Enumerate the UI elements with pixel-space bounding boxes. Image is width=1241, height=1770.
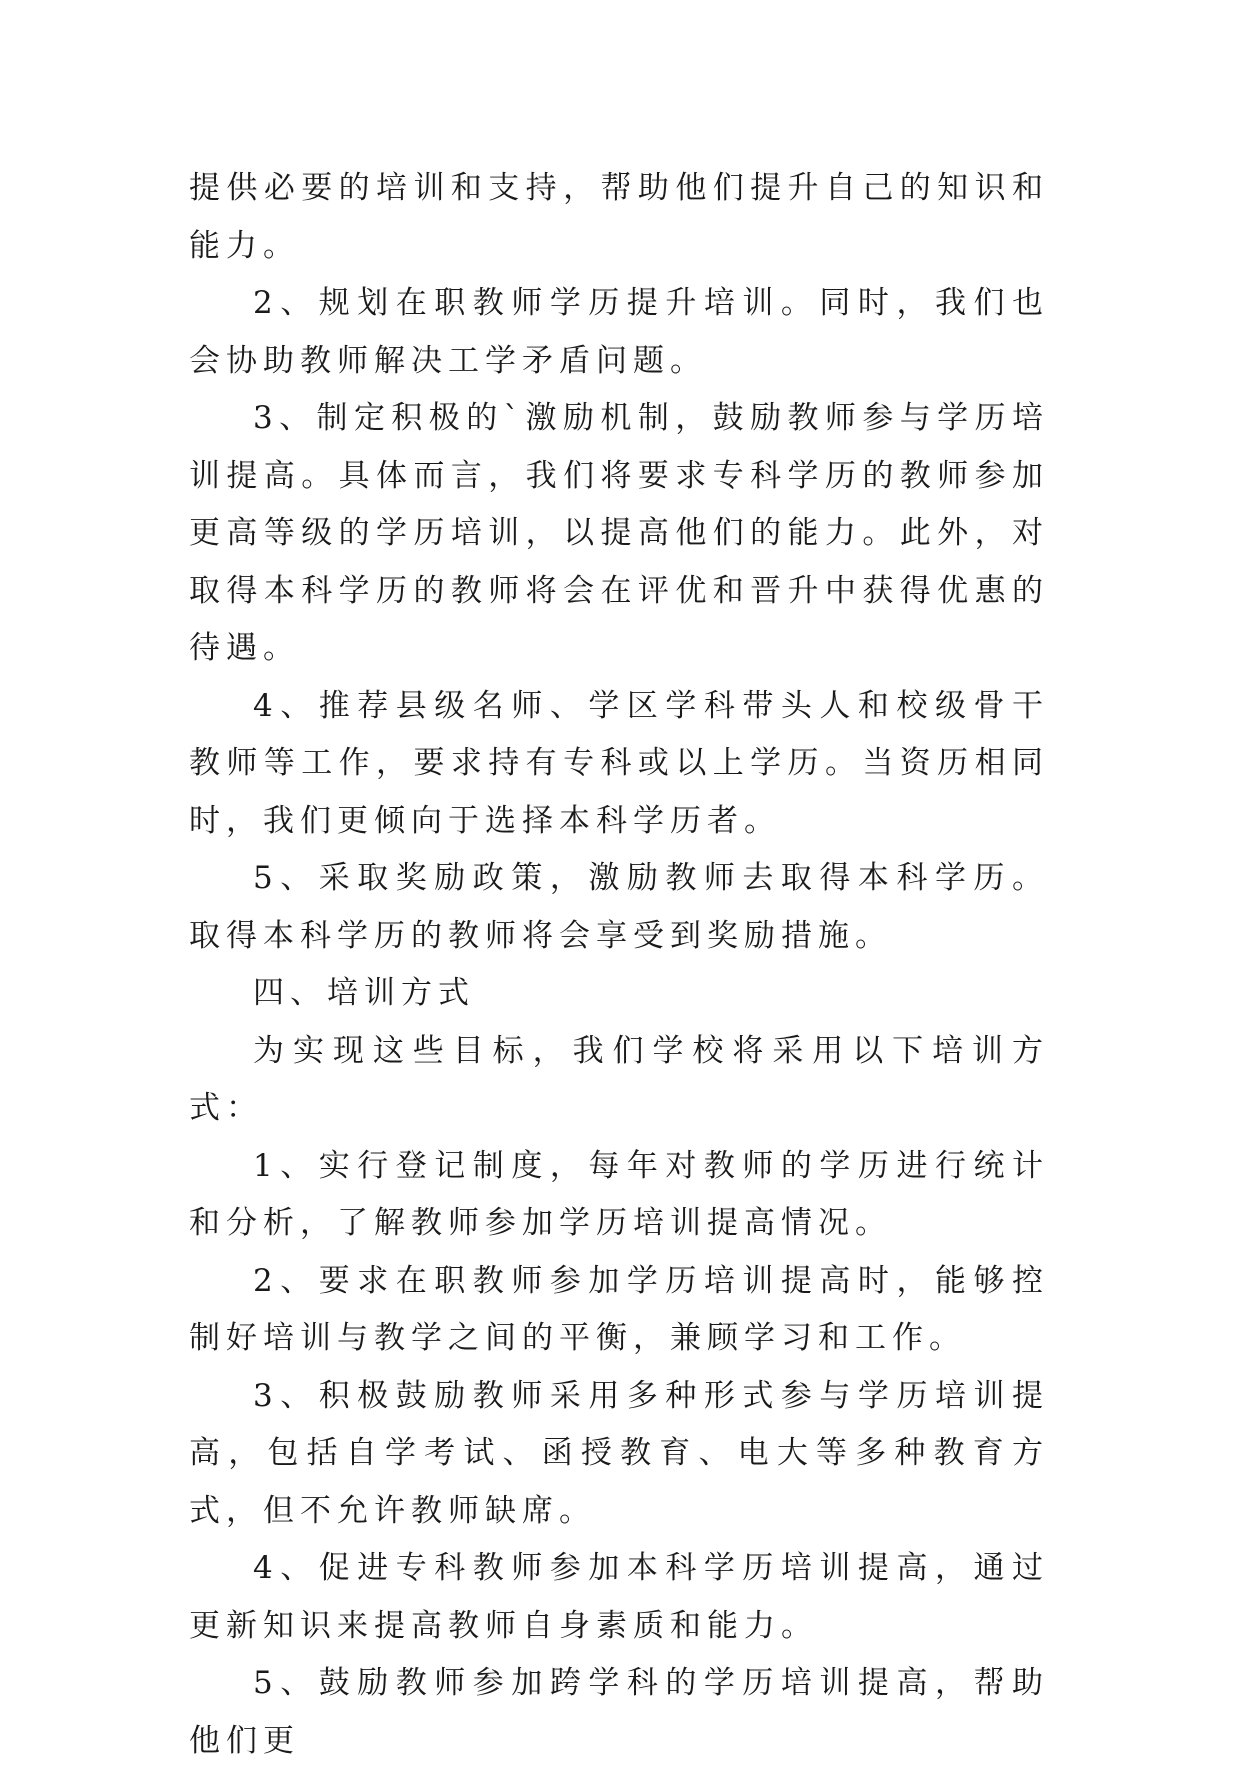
paragraph-method-5-interdisciplinary: 5、鼓励教师参加跨学科的学历培训提高，帮助他们更 bbox=[189, 1665, 1049, 1759]
paragraph-item-3-incentive: 3、制定积极的`激励机制，鼓励教师参与学历培训提高。具体而言，我们将要求专科学历的教师参加更高等级的学历培训，以提高他们的能力。此外，对取得本科学历的教师将会在评优和晋升中获得优惠的待遇。 bbox=[189, 400, 1049, 666]
paragraph-item-4-recommend: 4、推荐县级名师、学区学科带头人和校级骨干教师等工作，要求持有专科或以上学历。当资历相同时，我们更倾向于选择本科学历者。 bbox=[189, 687, 1049, 839]
paragraph-methods-intro: 为实现这些目标，我们学校将采用以下培训方式： bbox=[189, 1032, 1049, 1126]
paragraph-method-1-registration: 1、实行登记制度，每年对教师的学历进行统计和分析，了解教师参加学历培训提高情况。 bbox=[189, 1147, 1049, 1241]
section-heading-training-methods: 四、培训方式 bbox=[253, 975, 475, 1011]
document-body bbox=[189, 160, 1049, 1770]
paragraph-method-4-upgrade: 4、促进专科教师参加本科学历培训提高，通过更新知识来提高教师自身素质和能力。 bbox=[189, 1550, 1049, 1644]
paragraph-method-2-balance: 2、要求在职教师参加学历培训提高时，能够控制好培训与教学之间的平衡，兼顾学习和工作。 bbox=[189, 1262, 1049, 1356]
paragraph-continuation: 提供必要的培训和支持，帮助他们提升自己的知识和能力。 bbox=[189, 170, 1049, 264]
paragraph-item-5-reward: 5、采取奖励政策，激励教师去取得本科学历。取得本科学历的教师将会享受到奖励措施。 bbox=[189, 860, 1049, 954]
paragraph-item-2-plan-training: 2、规划在职教师学历提升培训。同时，我们也会协助教师解决工学矛盾问题。 bbox=[189, 285, 1049, 379]
paragraph-method-3-forms: 3、积极鼓励教师采用多种形式参与学历培训提高，包括自学考试、函授教育、电大等多种教育方式，但不允许教师缺席。 bbox=[189, 1377, 1049, 1529]
